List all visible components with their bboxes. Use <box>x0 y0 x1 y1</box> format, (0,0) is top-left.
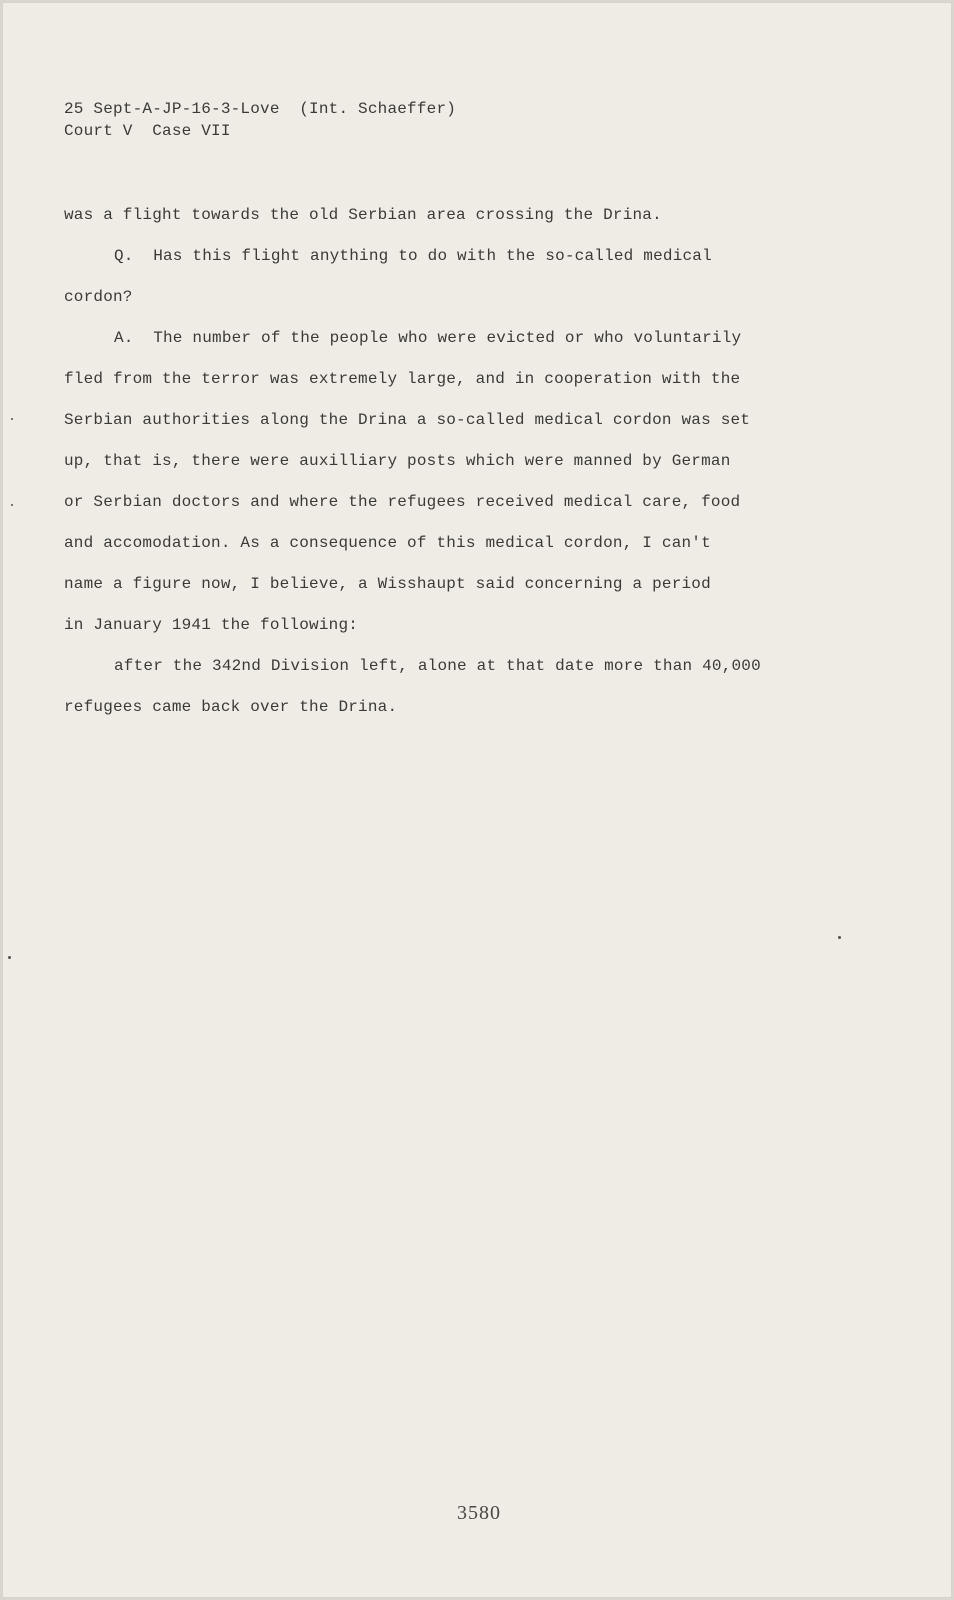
paper-speck <box>838 936 841 939</box>
body-line: Q. Has this flight anything to do with the so-called medical <box>114 247 712 265</box>
body-line: was a flight towards the old Serbian area crossing the Drina. <box>64 206 662 224</box>
body-line: or Serbian doctors and where the refugees received medical care, food <box>64 493 741 511</box>
body-line: Serbian authorities along the Drina a so-called medical cordon was set <box>64 411 751 429</box>
body-line: refugees came back over the Drina. <box>64 698 398 716</box>
body-line: and accomodation. As a consequence of this medical cordon, I can't <box>64 534 711 552</box>
body-line: in January 1941 the following: <box>64 616 359 634</box>
header-line-1: 25 Sept-A-JP-16-3-Love (Int. Schaeffer) <box>64 100 457 118</box>
header-line-2: Court V Case VII <box>64 122 231 140</box>
page-number: 3580 <box>457 1502 501 1524</box>
body-line: cordon? <box>64 288 133 306</box>
paper-speck <box>11 504 13 506</box>
body-text <box>64 202 884 735</box>
paper-speck <box>11 418 13 420</box>
body-line: fled from the terror was extremely large, and in cooperation with the <box>64 370 741 388</box>
paper-speck <box>8 956 11 959</box>
document-page <box>2 2 952 1598</box>
body-line: up, that is, there were auxilliary posts which were manned by German <box>64 452 731 470</box>
body-line: A. The number of the people who were evicted or who voluntarily <box>114 329 742 347</box>
body-line: after the 342nd Division left, alone at that date more than 40,000 <box>114 657 761 675</box>
body-line: name a figure now, I believe, a Wisshaupt said concerning a period <box>64 575 711 593</box>
